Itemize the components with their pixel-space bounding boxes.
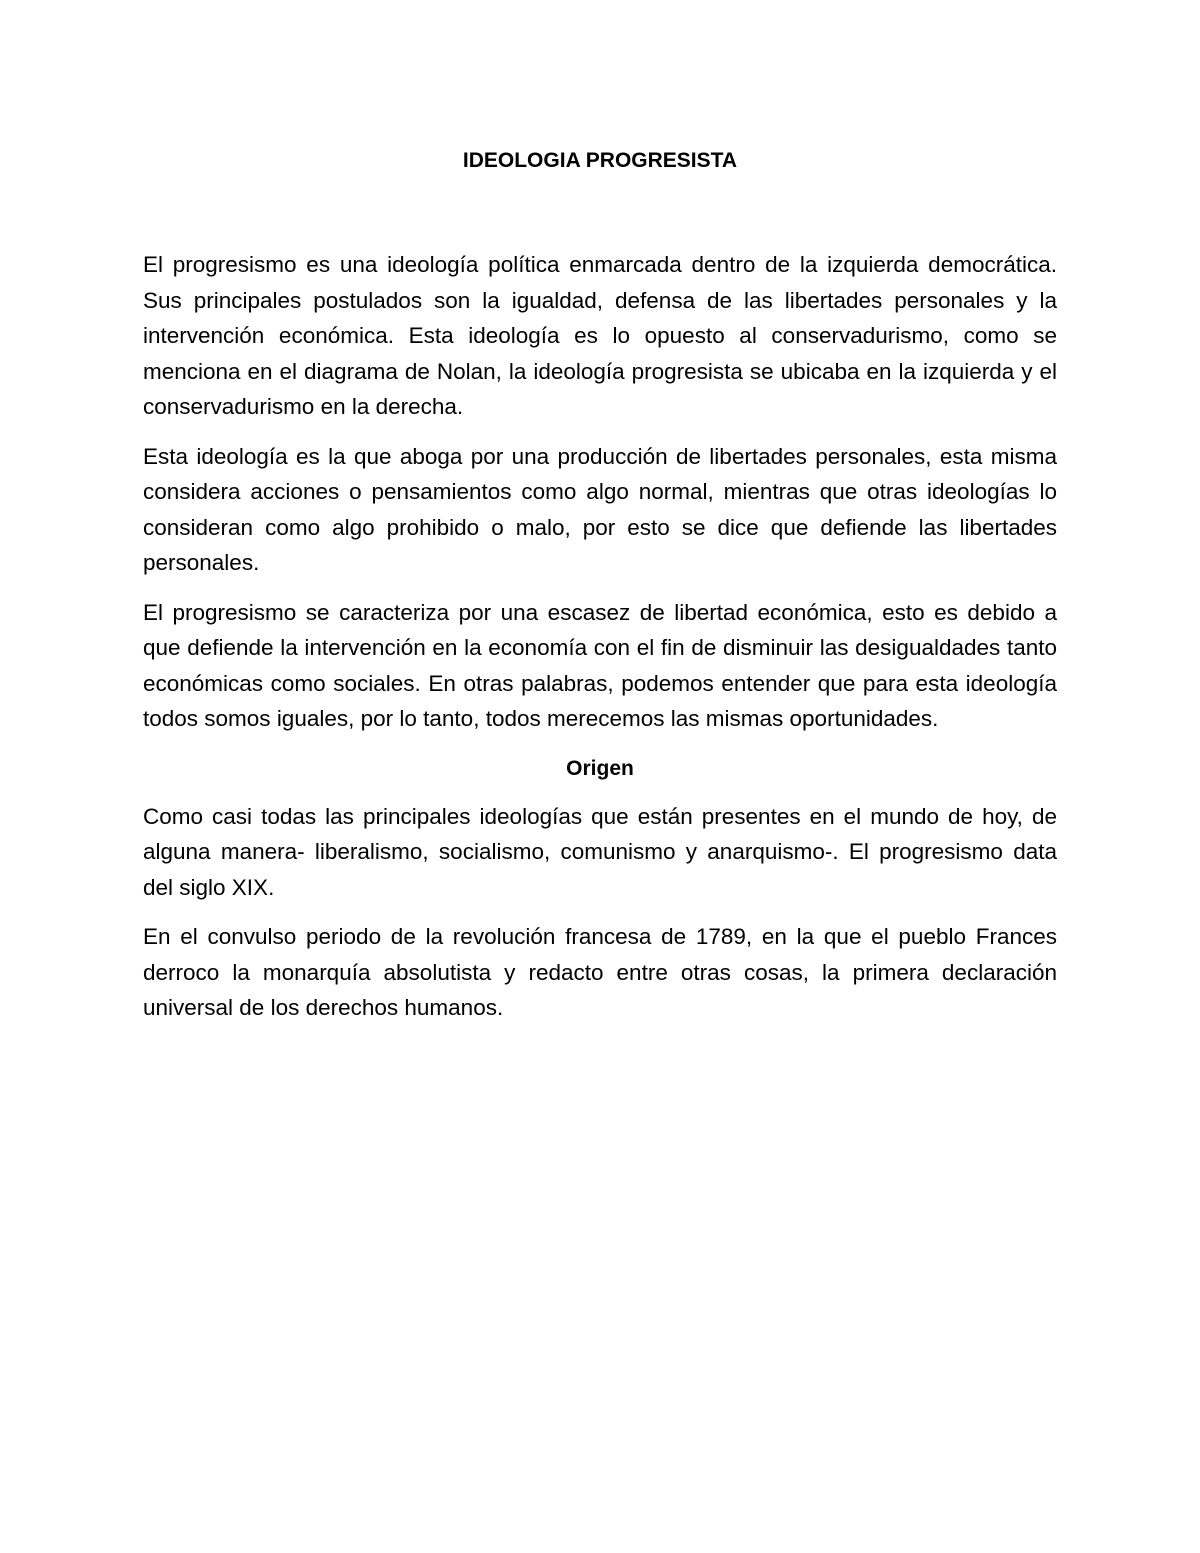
paragraph-intro-3: El progresismo se caracteriza por una escasez de libertad económica, esto es debido a que defiende la intervención en la economía con el fin de disminuir las desigualdades tanto económicas como sociales. En otras palabras, podemos entender que para esta ideología todos somos iguales, por lo tanto, todos merecemos las mismas oportunidades. [143,599,1057,731]
document-body [143,143,1057,1040]
paragraph-intro-1: El progresismo es una ideología política enmarcada dentro de la izquierda democrática. Sus principales postulados son la igualdad, defensa de las libertades personales y la intervención económica. Esta ideología es lo opuesto al conservadurismo, como se menciona en el diagrama de Nolan, la ideología progresista se ubicaba en la izquierda y el conservadurismo en la derecha. [143,252,1057,419]
document-title: IDEOLOGIA PROGRESISTA [462,149,738,172]
paragraph-intro-2: Esta ideología es la que aboga por una producción de libertades personales, esta misma considera acciones o pensamientos como algo normal, mientras que otras ideologías lo consideran como algo prohibido o malo, por esto se dice que defiende las libertades personales. [143,443,1057,575]
section-heading-origin: Origen [566,756,634,780]
paragraph-origin-2: En el convulso periodo de la revolución francesa de 1789, en la que el pueblo Frances derroco la monarquía absolutista y redacto entre otras cosas, la primera declaración universal de los derechos humanos. [143,924,1057,1020]
paragraph-origin-1: Como casi todas las principales ideologías que están presentes en el mundo de hoy, de alguna manera- liberalismo, socialismo, comunismo y anarquismo-. El progresismo data del siglo XIX. [143,803,1057,900]
